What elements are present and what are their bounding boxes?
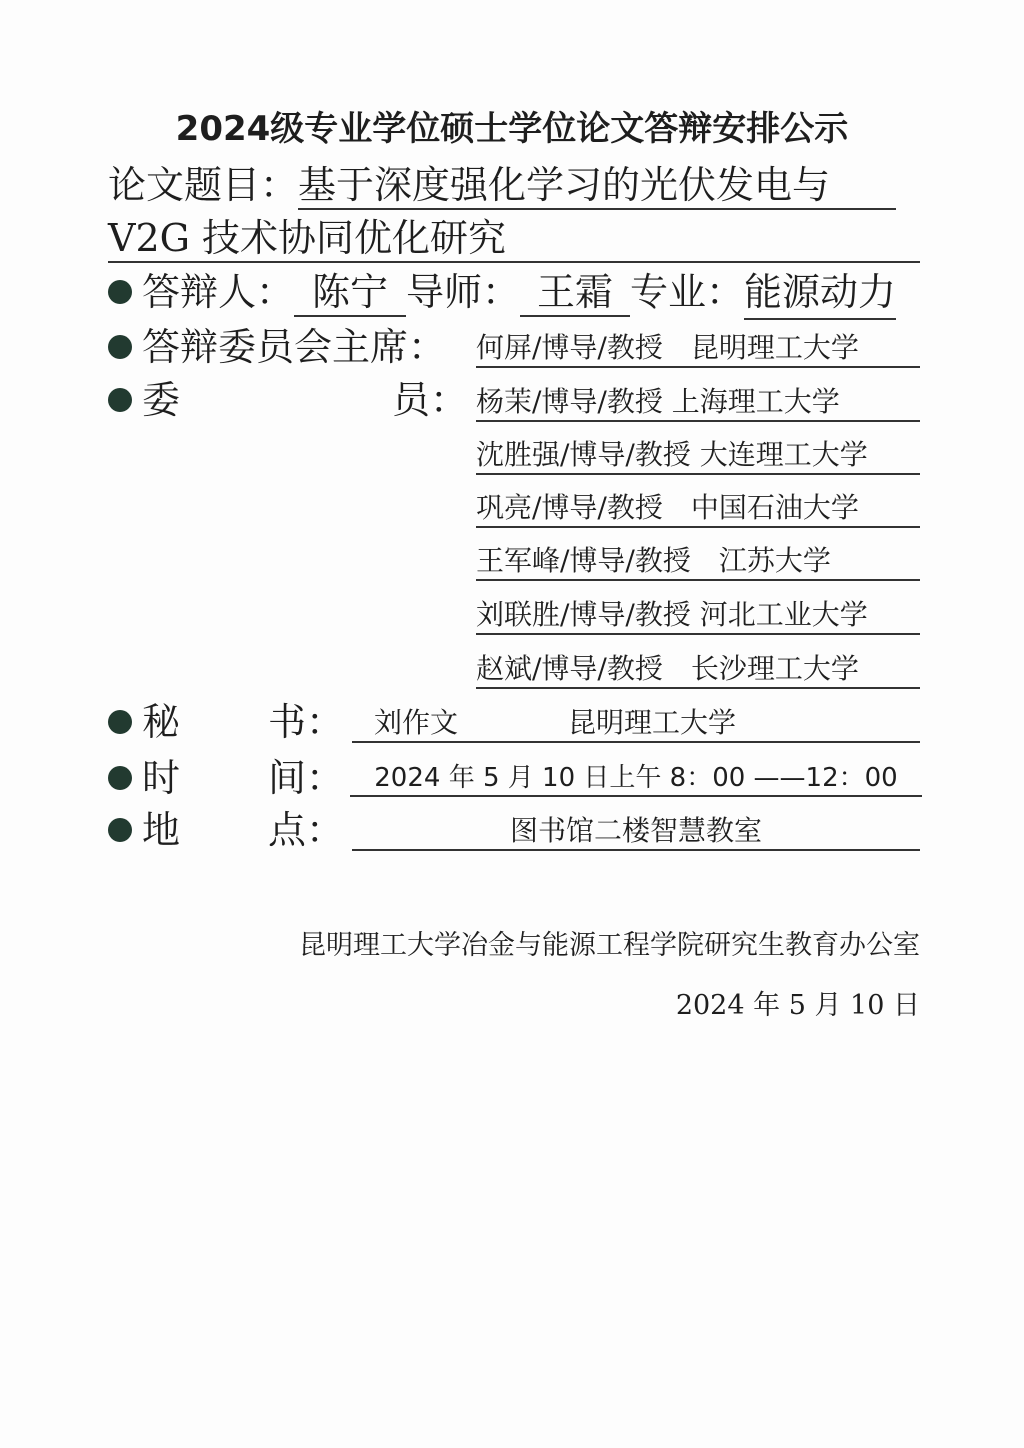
major-label: 专业： [630,270,745,314]
bullet-icon [108,388,132,412]
thesis-title-line2: V2G 技术协同优化研究 [108,219,920,263]
chair-label: 答辩委员会主席： [142,325,447,369]
chair-row [108,325,447,369]
bullet-icon [108,335,132,359]
page-title: 2024级专业学位硕士学位论文答辩安排公示 [175,109,849,149]
thesis-title-row [108,163,896,210]
time-label-right: 间： [268,756,345,800]
place-value: 图书馆二楼智慧教室 [352,817,920,851]
members-row [108,378,469,422]
issue-date: 2024 年 5 月 10 日 [675,990,920,1021]
secretary-org: 昆明理工大学 [568,706,737,739]
defender-row [108,270,897,317]
chair-value: 何屏/博导/教授 昆明理工大学 [476,334,920,368]
defender-name: 陈宁 [294,273,406,317]
members-label-right: 员： [392,378,469,422]
secretary-row [108,700,345,744]
advisor-label: 导师： [406,270,521,314]
thesis-label: 论文题目： [108,163,299,207]
bullet-icon [108,280,132,304]
secretary-label-left: 秘 [142,700,181,744]
issuing-office: 昆明理工大学冶金与能源工程学院研究生教育办公室 [299,930,920,961]
defender-label: 答辩人： [142,270,295,314]
thesis-title-line1: 基于深度强化学习的光伏发电与 [298,166,896,210]
bullet-icon [108,710,132,734]
member-item: 巩亮/博导/教授 中国石油大学 [476,494,920,528]
place-row [108,808,345,852]
member-item: 赵斌/博导/教授 长沙理工大学 [476,655,920,689]
secretary-label-right: 书： [268,700,345,744]
place-label-left: 地 [142,808,181,852]
bullet-icon [108,818,132,842]
time-label-left: 时 [142,756,181,800]
advisor-name: 王霜 [520,273,630,317]
time-row [108,756,345,800]
members-label-left: 委 [142,378,181,422]
secretary-value [352,706,920,743]
member-item: 沈胜强/博导/教授 大连理工大学 [476,441,920,475]
place-label-right: 点： [268,808,345,852]
secretary-name: 刘作文 [374,706,459,739]
member-item: 刘联胜/博导/教授 河北工业大学 [476,601,920,635]
member-item: 杨茉/博导/教授 上海理工大学 [476,388,920,422]
time-value: 2024 年 5 月 10 日上午 8：00 ——12：00 [350,765,922,797]
major-value: 能源动力 [744,270,896,320]
member-item: 王军峰/博导/教授 江苏大学 [476,547,920,581]
bullet-icon [108,766,132,790]
